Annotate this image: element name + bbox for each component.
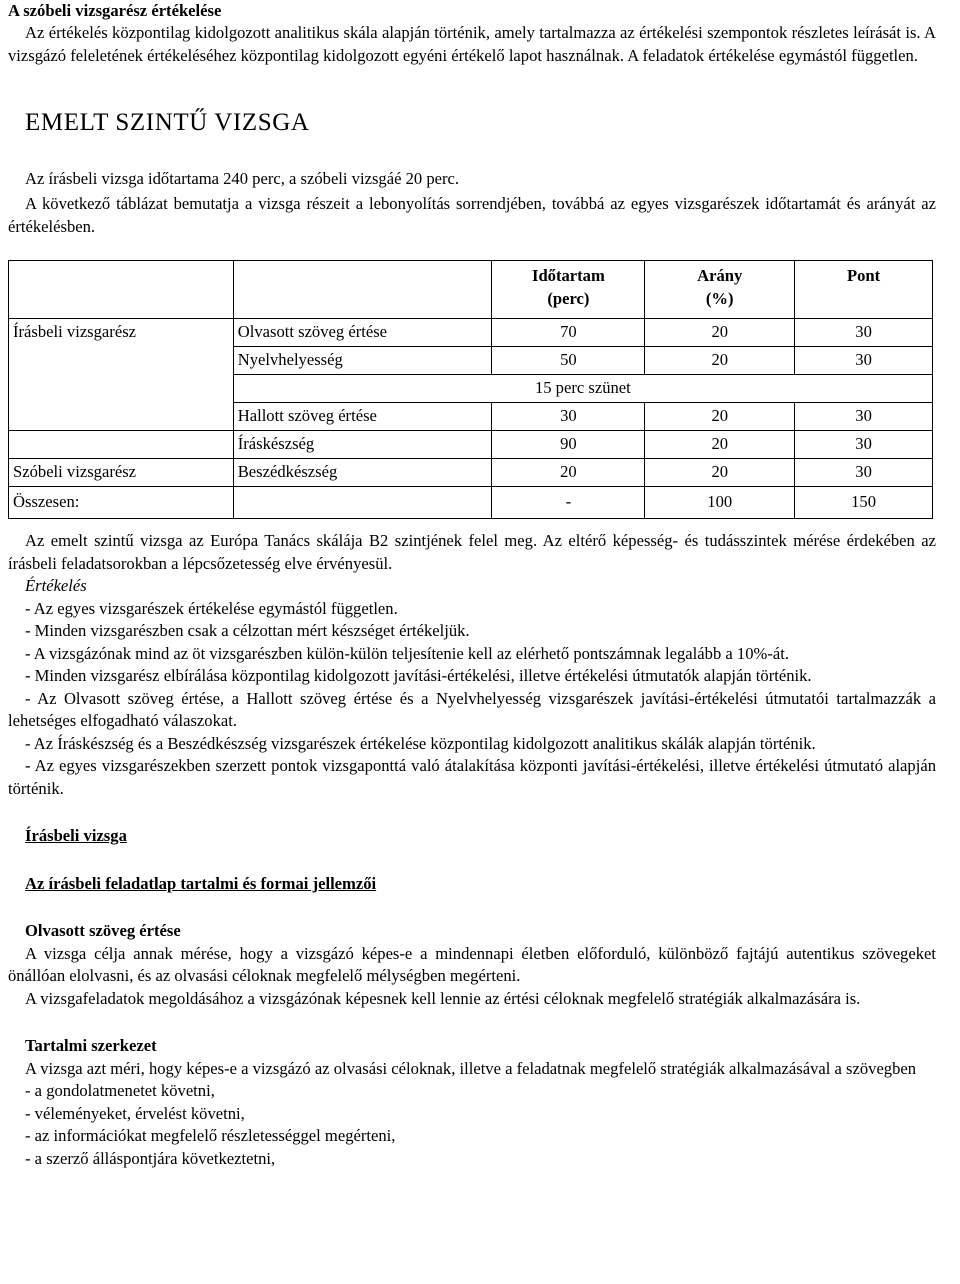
total-ratio: 100 [645,487,795,519]
emelt-szint-title: EMELT SZINTŰ VIZSGA [25,109,310,136]
part-cell: Nyelvhelyesség [233,347,492,375]
duration-cell: 70 [492,319,645,347]
evaluation-item: - Az egyes vizsgarészek értékelése egymástól független. [25,598,398,618]
header-ratio-line2: (%) [705,289,734,308]
header-empty-cell [9,261,234,319]
header-empty-cell [233,261,492,319]
part-cell: Hallott szöveg értése [233,403,492,431]
evaluation-title: Értékelés [25,576,87,595]
table-row [9,431,933,459]
structure-item: - véleményeket, érvelést követni, [25,1103,245,1123]
oral-evaluation-heading: A szóbeli vizsgarész értékelése [8,1,222,20]
evaluation-item: - Az Íráskészség és a Beszédkészség vizsgarészek értékelése központilag kidolgozott analitikus skálák alapján történik. [25,733,816,753]
break-cell: 15 perc szünet [233,375,932,403]
table-row [9,319,933,347]
header-duration-line1: Időtartam [531,266,605,285]
structure-item: - az információkat megfelelő részletességgel megérteni, [25,1126,396,1145]
total-points: 150 [795,487,933,519]
header-duration [492,261,645,319]
ratio-cell: 20 [645,347,795,375]
exam-structure-table [8,260,933,519]
group-empty-cell [9,431,234,459]
structure-title: Tartalmi szerkezet [25,1036,157,1055]
evaluation-item: - Minden vizsgarészben csak a célzottan mért készséget értékeljük. [25,621,470,640]
points-cell: 30 [795,459,933,487]
spacer [8,800,936,825]
structure-paragraph: A vizsga azt méri, hogy képes-e a vizsgázó az olvasási céloknak, illetve a feladatnak megfelelő stratégiák alkalmazásával a szövegben [25,1058,917,1078]
part-cell: Beszédkészség [233,459,492,487]
table-intro-paragraph: A következő táblázat bemutatja a vizsga részeit a lebonyolítás sorrendjében, továbbá az egyes vizsgarészek időtartamát és arányát az értékelésben. [8,194,936,236]
points-cell: 30 [795,431,933,459]
points-cell: 30 [795,319,933,347]
header-points: Pont [795,261,933,319]
group-written: Írásbeli vizsgarész [9,319,234,431]
reading-paragraph-2: A vizsgafeladatok megoldásához a vizsgázónak képesnek kell lennie az értési céloknak megfelelő stratégiák alkalmazására is. [25,988,861,1008]
total-empty-cell [233,487,492,519]
total-duration: - [492,487,645,519]
points-cell: 30 [795,347,933,375]
b2-paragraph: Az emelt szintű vizsga az Európa Tanács skálája B2 szintjének felel meg. Az eltérő képesség- és tudásszintek mérése érdekében az írásbeli feladatsorokban a lépcsőzetesség elve érvényesül. [8,531,936,573]
ratio-cell: 20 [645,403,795,431]
duration-cell: 90 [492,431,645,459]
reading-title: Olvasott szöveg értése [25,921,181,940]
ratio-cell: 20 [645,459,795,487]
evaluation-item: - Az egyes vizsgarészekben szerzett pontok vizsgaponttá való átalakítása központi javítási-értékelési, illetve értékelési útmutató alapján történik. [8,756,936,798]
written-exam-title: Írásbeli vizsga [25,826,127,845]
spacer [8,848,936,873]
ratio-cell: 20 [645,319,795,347]
header-duration-line2: (perc) [547,289,590,308]
table-row [9,459,933,487]
part-cell: Olvasott szöveg értése [233,319,492,347]
structure-item: - a szerző álláspontjára következtetni, [25,1148,276,1168]
spacer [8,1010,936,1035]
evaluation-item: - A vizsgázónak mind az öt vizsgarészben külön-külön teljesítenie kell az elérhető pontszámnak legalább a 10%-át. [25,643,789,663]
evaluation-item: - Minden vizsgarész elbírálása központilag kidolgozott javítási-értékelési, illetve értékelési útmutatók alapján történik. [25,666,812,685]
points-cell: 30 [795,403,933,431]
total-label: Összesen: [9,487,234,519]
header-ratio-line1: Arány [697,266,743,285]
duration-cell: 50 [492,347,645,375]
duration-cell: 20 [492,459,645,487]
reading-paragraph-1: A vizsga célja annak mérése, hogy a vizsgázó képes-e a mindennapi életben előforduló, különböző fajtájú autentikus szövegeket önállóan elolvasni, és az olvasási céloknak megfelelő mélységben megérteni. [8,943,936,985]
part-cell: Íráskészség [233,431,492,459]
ratio-cell: 20 [645,431,795,459]
structure-item: - a gondolatmenetet követni, [25,1081,215,1100]
duration-cell: 30 [492,403,645,431]
intro-paragraph: Az értékelés központilag kidolgozott analitikus skála alapján történik, amely tartalmazza az értékelési szempontok részletes leírását is. A vizsgázó feleletének értékeléséhez központilag kidolgozott egyéni értékelő lapot használnak. A feladatok értékelése egymástól független. [8,23,936,65]
header-ratio [645,261,795,319]
spacer [8,895,936,920]
table-header-row [9,261,933,319]
main-body [8,530,936,1170]
evaluation-item: - Az Olvasott szöveg értése, a Hallott szöveg értése és a Nyelvhelyesség vizsgarészek javítási-értékelési útmutatói tartalmazzák a lehetséges elfogadható válaszokat. [8,688,936,730]
table-total-row [9,487,933,519]
group-oral: Szóbeli vizsgarész [9,459,234,487]
written-features-title: Az írásbeli feladatlap tartalmi és formai jellemzői [25,873,377,893]
duration-sentence: Az írásbeli vizsga időtartama 240 perc, a szóbeli vizsgáé 20 perc. [25,169,460,188]
